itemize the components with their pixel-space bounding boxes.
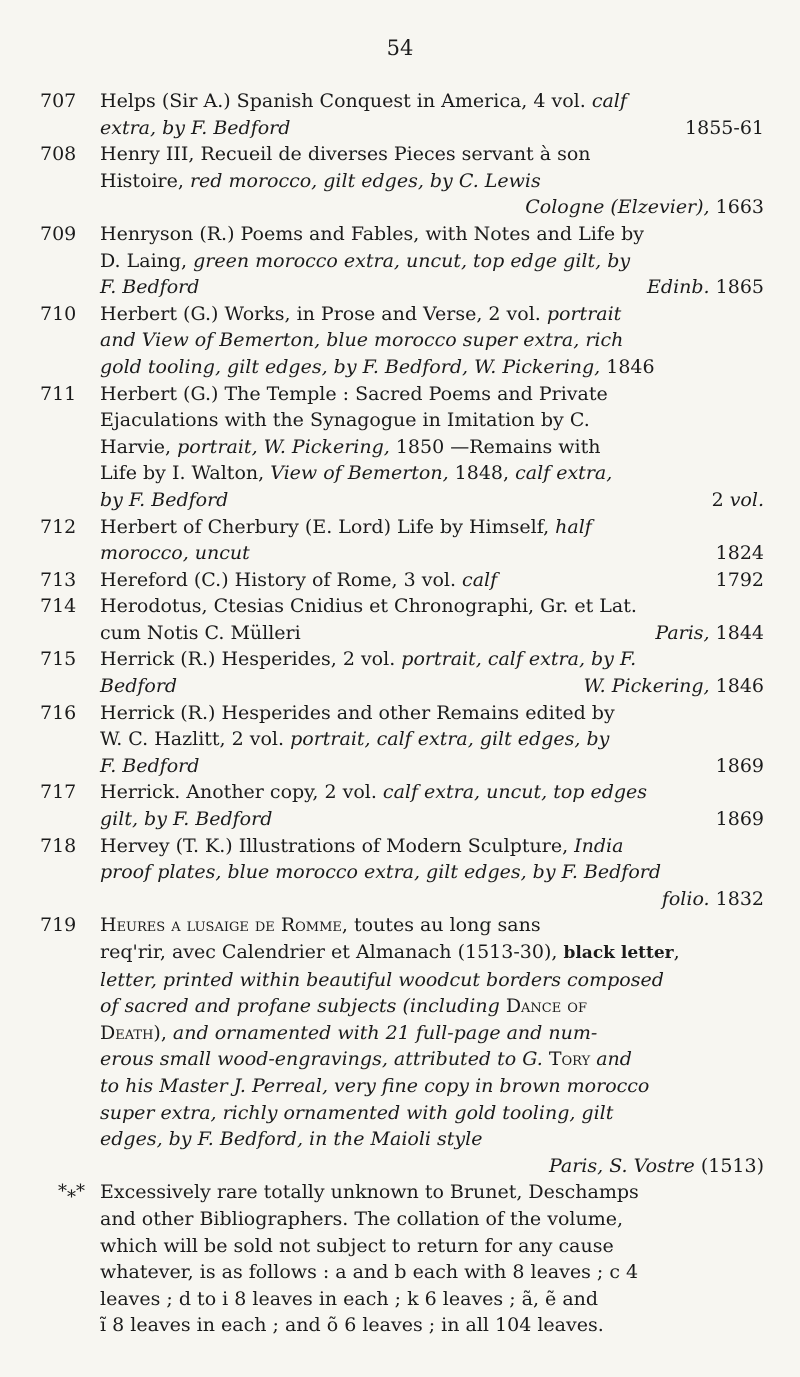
entry-text-segment: super extra, richly ornamented with gold tooling, gilt [100, 1101, 614, 1124]
entry-text-segment: portrait, W. Pickering, [177, 435, 396, 458]
entry-line [100, 301, 764, 328]
note-line: ĩ 8 leaves in each ; and õ 6 leaves ; in all 104 leaves. [100, 1314, 604, 1337]
entry-line [100, 593, 764, 620]
entry-number: 718 [40, 834, 77, 857]
asterism-mark: *⁎* [58, 1181, 85, 1203]
entry-text-segment: Life by I. Walton, [100, 462, 271, 485]
catalogue-entry [40, 88, 764, 141]
entry-text-segment: , [673, 941, 680, 963]
entry-line [100, 993, 764, 1020]
entry-number: 711 [40, 382, 77, 405]
entry-line-left [100, 567, 497, 594]
entry-number: 716 [40, 701, 77, 724]
catalogue-entry [40, 381, 764, 514]
entry-text-segment: W. Pickering, [583, 675, 716, 698]
entry-date [655, 620, 764, 647]
entry-text-segment: by F. Bedford [100, 488, 229, 511]
entry-number: 710 [40, 302, 77, 325]
entry-text-segment: Henryson (R.) Poems and Fables, with Notes and Life by [100, 222, 645, 245]
entry-text-segment: Bedford [100, 675, 178, 698]
entry-line [100, 726, 764, 753]
entry-text-segment: Henry III, Recueil de diverses Pieces servant à son [100, 143, 591, 166]
catalogue-entry [40, 833, 764, 913]
entry-text-segment: Herbert (G.) Works, in Prose and Verse, 2 vol. [100, 302, 547, 325]
entry-text-segment: Hervey (T. K.) Illustrations of Modern Sculpture, [100, 834, 575, 857]
catalogue-entry [40, 779, 764, 832]
entry-text-segment: 1824 [715, 542, 764, 565]
entry-line [100, 248, 764, 275]
entry-text-segment: 1663 [715, 196, 764, 219]
entry-line [100, 806, 764, 833]
entry-date [647, 274, 764, 301]
entry-line [100, 673, 764, 700]
entry-line [100, 1073, 764, 1100]
entry-text-segment: morocco, uncut [100, 542, 250, 565]
entry-text-segment: and ornamented with 21 full-page and num- [172, 1021, 598, 1044]
entry-text-segment: Hereford (C.) History of Rome, 3 vol. [100, 568, 463, 591]
entry-line [100, 620, 764, 647]
note-line: Excessively rare totally unknown to Brunet, Deschamps [100, 1181, 639, 1204]
catalogue-entry [40, 141, 764, 221]
entry-text-segment: calf extra, [515, 462, 613, 485]
entry-text-segment: 1855-61 [685, 116, 764, 139]
entry-number: 709 [40, 222, 77, 245]
entry-text-segment: erous small wood-engravings, attributed to G. [100, 1048, 549, 1071]
entry-line [100, 700, 764, 727]
entry-text-segment: D. Laing, [100, 249, 194, 272]
entry-text-segment: Herrick. Another copy, 2 vol. [100, 781, 383, 804]
entry-line [100, 540, 764, 567]
entry-line [100, 1126, 764, 1153]
page-number: 54 [386, 36, 414, 60]
entry-text-segment: cum Notis C. Mülleri [100, 621, 301, 644]
entry-line [100, 833, 764, 860]
entry-line [100, 194, 764, 221]
note-line: whatever, is as follows : a and b each with 8 leaves ; c 4 [100, 1261, 639, 1284]
entry-text-segment: 1850 —Remains with [395, 435, 601, 458]
entry-line [100, 886, 764, 913]
entry-text-segment: (1513) [700, 1154, 764, 1177]
entry-text-segment: green morocco extra, uncut, top edge gilt, by [193, 249, 631, 272]
entry-text-segment: 1844 [715, 621, 764, 644]
entry-text-segment: portrait, calf extra, gilt edges, by [290, 728, 610, 751]
entry-text-segment: edges, by F. Bedford, in the Maioli style [100, 1128, 483, 1151]
entry-text-segment: to his Master J. Perreal, very fine copy in brown morocco [100, 1074, 650, 1097]
entry-line [100, 141, 764, 168]
entry-text-segment: 1869 [715, 808, 764, 831]
entry-line [100, 1153, 764, 1180]
entry-text-segment: and [590, 1048, 632, 1071]
entry-line [100, 1046, 764, 1073]
entry-line [100, 753, 764, 780]
entry-number: 714 [40, 595, 77, 618]
entry-text-segment: calf extra, uncut, top edges [382, 781, 648, 804]
entry-text-segment: 1869 [715, 754, 764, 777]
entry-text-segment: F. Bedford [100, 276, 200, 299]
entry-text-segment: Histoire, [100, 169, 190, 192]
entry-line-left [100, 540, 250, 567]
entry-text-segment: gold tooling, gilt edges, by F. Bedford, W. Pickering, [100, 355, 607, 378]
entry-text-segment: 1846 [715, 675, 764, 698]
entry-line [100, 274, 764, 301]
entry-line [100, 859, 764, 886]
entry-line-left [100, 487, 228, 514]
entry-text-segment: letter, [100, 968, 163, 991]
entry-text-segment: portrait, calf extra, by F. [401, 648, 637, 671]
entry-text-segment: Helps (Sir A.) Spanish Conquest in America, 4 vol. [100, 90, 592, 112]
entry-number: 719 [40, 914, 77, 937]
entry-date [583, 673, 764, 700]
catalogue-entry [40, 593, 764, 646]
catalogue-note [40, 1179, 764, 1339]
entry-number: 717 [40, 781, 77, 804]
entry-line [100, 354, 764, 381]
catalogue-entry [40, 221, 764, 301]
entry-text-segment: req'rir, avec Calendrier et Almanach (1513-30), [100, 941, 564, 963]
entry-date [716, 567, 764, 594]
entry-text-segment: 1865 [715, 276, 764, 299]
entry-line [100, 779, 764, 806]
entry-line [100, 168, 764, 195]
entry-line [100, 460, 764, 487]
entry-number: 715 [40, 648, 77, 671]
entry-line [100, 1100, 764, 1127]
entry-line [100, 1020, 764, 1047]
catalogue-entry [40, 301, 764, 381]
entry-text-segment: Heures a lusaige de Romme [100, 914, 342, 937]
entry-text-segment: Death [100, 1021, 154, 1044]
catalogue-entry [40, 567, 764, 594]
note-line: which will be sold not subject to return for any cause [100, 1234, 614, 1257]
entry-text-segment: F. Bedford [100, 754, 200, 777]
entry-line [100, 327, 764, 354]
entry-text-segment: India [574, 834, 624, 857]
entry-date [685, 115, 764, 142]
entry-line [100, 567, 764, 594]
entry-line [100, 487, 764, 514]
entry-text-segment: and View of Bemerton, blue morocco super extra, rich [100, 329, 624, 352]
entry-text-segment: Herbert (G.) The Temple : Sacred Poems and Private [100, 382, 608, 405]
note-line: and other Bibliographers. The collation of the volume, [100, 1207, 624, 1230]
entry-line [100, 646, 764, 673]
entry-number: 713 [40, 568, 77, 591]
entry-date [716, 806, 764, 833]
entry-text-segment: Herrick (R.) Hesperides and other Remains edited by [100, 701, 615, 724]
entry-number: 707 [40, 90, 77, 112]
catalogue-entry [40, 912, 764, 1179]
entry-text-segment: Ejaculations with the Synagogue in Imitation by C. [100, 409, 590, 432]
entry-line [100, 912, 764, 939]
entry-line [100, 221, 764, 248]
entry-number: 708 [40, 143, 77, 166]
entry-text-segment: Herbert of Cherbury (E. Lord) Life by Himself, [100, 515, 556, 538]
entry-line [100, 939, 764, 967]
entry-line [100, 434, 764, 461]
entry-text-segment: 1846 [606, 355, 655, 378]
entry-text-segment: gilt, by F. Bedford [100, 808, 273, 831]
entry-text-segment: 1832 [715, 887, 764, 910]
entry-line-left [100, 115, 290, 142]
entry-line [100, 381, 764, 408]
entry-line-left [100, 620, 301, 647]
entry-line-left [100, 673, 177, 700]
entry-date [716, 753, 764, 780]
entry-line [100, 115, 764, 142]
entry-text-segment: half [555, 515, 592, 538]
entry-text-segment: portrait [546, 302, 622, 325]
entry-line [100, 967, 764, 994]
entry-text-segment: 1848, [454, 462, 516, 485]
entry-text-segment: Paris, S. Vostre [548, 1154, 701, 1177]
entry-text-segment: Harvie, [100, 435, 178, 458]
entry-text-segment: , toutes au long sans [341, 914, 541, 937]
note-line: leaves ; d to i 8 leaves in each ; k 6 leaves ; ã, ẽ and [100, 1287, 599, 1310]
entry-text-segment: folio. [661, 887, 716, 910]
entry-number: 712 [40, 515, 77, 538]
entry-text-segment: Tory [548, 1048, 591, 1071]
entry-line [100, 88, 764, 115]
entry-text-segment: Herodotus, Ctesias Cnidius et Chronographi, Gr. et Lat. [100, 595, 637, 618]
entry-text-segment: black letter [563, 943, 674, 963]
entry-line-left [100, 274, 199, 301]
entry-line [100, 407, 764, 434]
entry-date [716, 540, 764, 567]
entry-text-segment: ), [153, 1021, 173, 1044]
entry-text-segment: of sacred and profane subjects (including [100, 995, 506, 1018]
catalogue-entry [40, 646, 764, 699]
entry-text-segment: red morocco, gilt edges, by C. Lewis [189, 169, 541, 192]
catalogue-entry [40, 514, 764, 567]
entry-line [100, 514, 764, 541]
entry-text-segment: proof plates, blue morocco extra, gilt edges, by F. Bedford [100, 861, 662, 884]
entry-text-segment: calf [591, 90, 627, 112]
entry-text-segment: calf [462, 568, 498, 591]
entry-text-segment: 2 [711, 488, 730, 511]
entry-text-segment: printed within beautiful woodcut borders composed [162, 968, 664, 991]
entry-text-segment: Paris, [655, 621, 716, 644]
entry-text-segment: W. C. Hazlitt, 2 vol. [100, 728, 291, 751]
entry-text-segment: vol. [729, 488, 764, 511]
entry-text-segment: extra, by F. Bedford [100, 116, 291, 139]
entry-text-segment: 1792 [715, 568, 764, 591]
entry-text-segment: Dance of [505, 995, 587, 1018]
catalogue-entries [40, 88, 764, 1339]
catalogue-entry [40, 700, 764, 780]
entry-line-left [100, 806, 272, 833]
entry-date [712, 487, 764, 514]
entry-text-segment: View of Bemerton, [270, 462, 455, 485]
entry-text-segment: Cologne (Elzevier), [525, 196, 716, 219]
entry-text-segment: Edinb. [647, 276, 716, 299]
entry-text-segment: Herrick (R.) Hesperides, 2 vol. [100, 648, 402, 671]
entry-line-left [100, 753, 199, 780]
